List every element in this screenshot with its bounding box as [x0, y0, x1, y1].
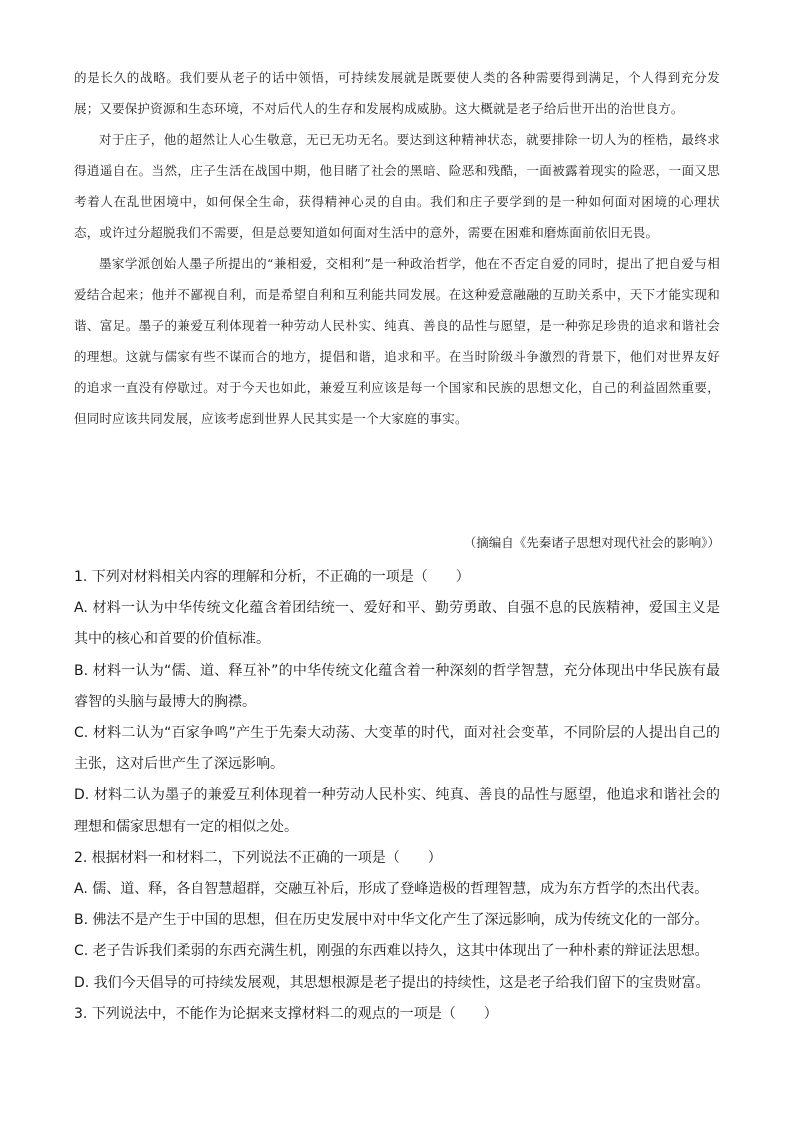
question-1-option-a: A. 材料一认为中华传统文化蕴含着团结统一、爱好和平、勤劳勇敢、自强不息的民族精神，爱国主义是其中的核心和首要的价值标准。 — [74, 600, 720, 648]
passage-paragraph-1: 的是长久的战略。我们要从老子的话中领悟，可持续发展就是既要使人类的各种需要得到满足，个人得到充分发展；又要保护资源和生态环境，不对后代人的生存和发展构成威胁。这大概就是老子给后世开出的治世良方。 — [74, 70, 720, 116]
question-1-option-d: D. 材料二认为墨子的兼爱互利体现着一种劳动人民朴实、纯真、善良的品性与愿望，他追求和谐社会的理想和儒家思想有一定的相似之处。 — [74, 787, 720, 835]
question-3-stem: 3. 下列说法中，不能作为论据来支撑材料二的观点的一项是（ ） — [74, 1005, 498, 1022]
question-2-stem: 2. 根据材料一和材料二，下列说法不正确的一项是（ ） — [74, 849, 442, 866]
reading-passage — [74, 62, 720, 434]
question-2-option-a: A. 儒、道、释，各自智慧超群，交融互补后，形成了登峰造极的哲理智慧，成为东方哲学的杰出代表。 — [74, 881, 709, 898]
question-1-stem: 1. 下列对材料相关内容的理解和分析，不正确的一项是（ ） — [74, 569, 470, 585]
question-1-option-b: B. 材料一认为“儒、道、释互补”的中华传统文化蕴含着一种深刻的哲学智慧，充分体现出中华民族有最睿智的头脑与最博大的胸襟。 — [74, 662, 720, 710]
question-2-option-c: C. 老子告诉我们柔弱的东西充满生机，刚强的东西难以持久，这其中体现出了一种朴素的辩证法思想。 — [74, 943, 709, 960]
question-1-option-c: C. 材料二认为“百家争鸣”产生于先秦大动荡、大变革的时代，面对社会变革，不同阶层的人提出自己的主张，这对后世产生了深远影响。 — [74, 725, 720, 773]
passage-paragraph-3: 墨家学派创始人墨子所提出的“兼相爱，交相利”是一种政治哲学，他在不否定自爱的同时，提出了把自爱与相爱结合起来；他并不鄙视自利，而是希望自利和互利能共同发展。在这种爱意融融的互助关系中，天下才能实现和谐、富足。墨子的兼爱互利体现着一种劳动人民朴实、纯真、善良的品性与愿望，是一种弥足珍贵的追求和谐社会的理想。这就与儒家有些不谋而合的地方，提倡和谐，追求和平。在当时阶级斗争激烈的背景下，他们对世界友好的追求一直没有停歇过。对于今天也如此，兼爱互利应该是每一个国家和民族的思想文化，自己的利益固然重要，但同时应该共同发展，应该考虑到世界人民其实是一个大家庭的事实。 — [74, 256, 720, 426]
passage-paragraph-2: 对于庄子，他的超然让人心生敬意，无已无功无名。要达到这种精神状态，就要排除一切人为的桎梏，最终求得逍遥自在。当然，庄子生活在战国中期，他目睹了社会的黑暗、险恶和残酷，一面被露着现实的险恶，一面又思考着人在乱世困境中，如何保全生命，获得精神心灵的自由。我们和庄子要学到的是一种如何面对困境的心理状态，或许过分超脱我们不需要，但是总要知道如何面对生活中的意外，需要在困难和磨炼面前依旧无畏。 — [74, 132, 720, 240]
source-citation: （摘编自《先秦诸子思想对现代社会的影响》） — [463, 535, 720, 550]
question-2-option-d: D. 我们今天倡导的可持续发展观，其思想根源是老子提出的持续性，这是老子给我们留下的宝贵财富。 — [74, 974, 710, 991]
question-2-option-b: B. 佛法不是产生于中国的思想，但在历史发展中对中华文化产生了深远影响，成为传统文化的一部分。 — [74, 912, 709, 929]
question-section — [74, 562, 720, 1030]
